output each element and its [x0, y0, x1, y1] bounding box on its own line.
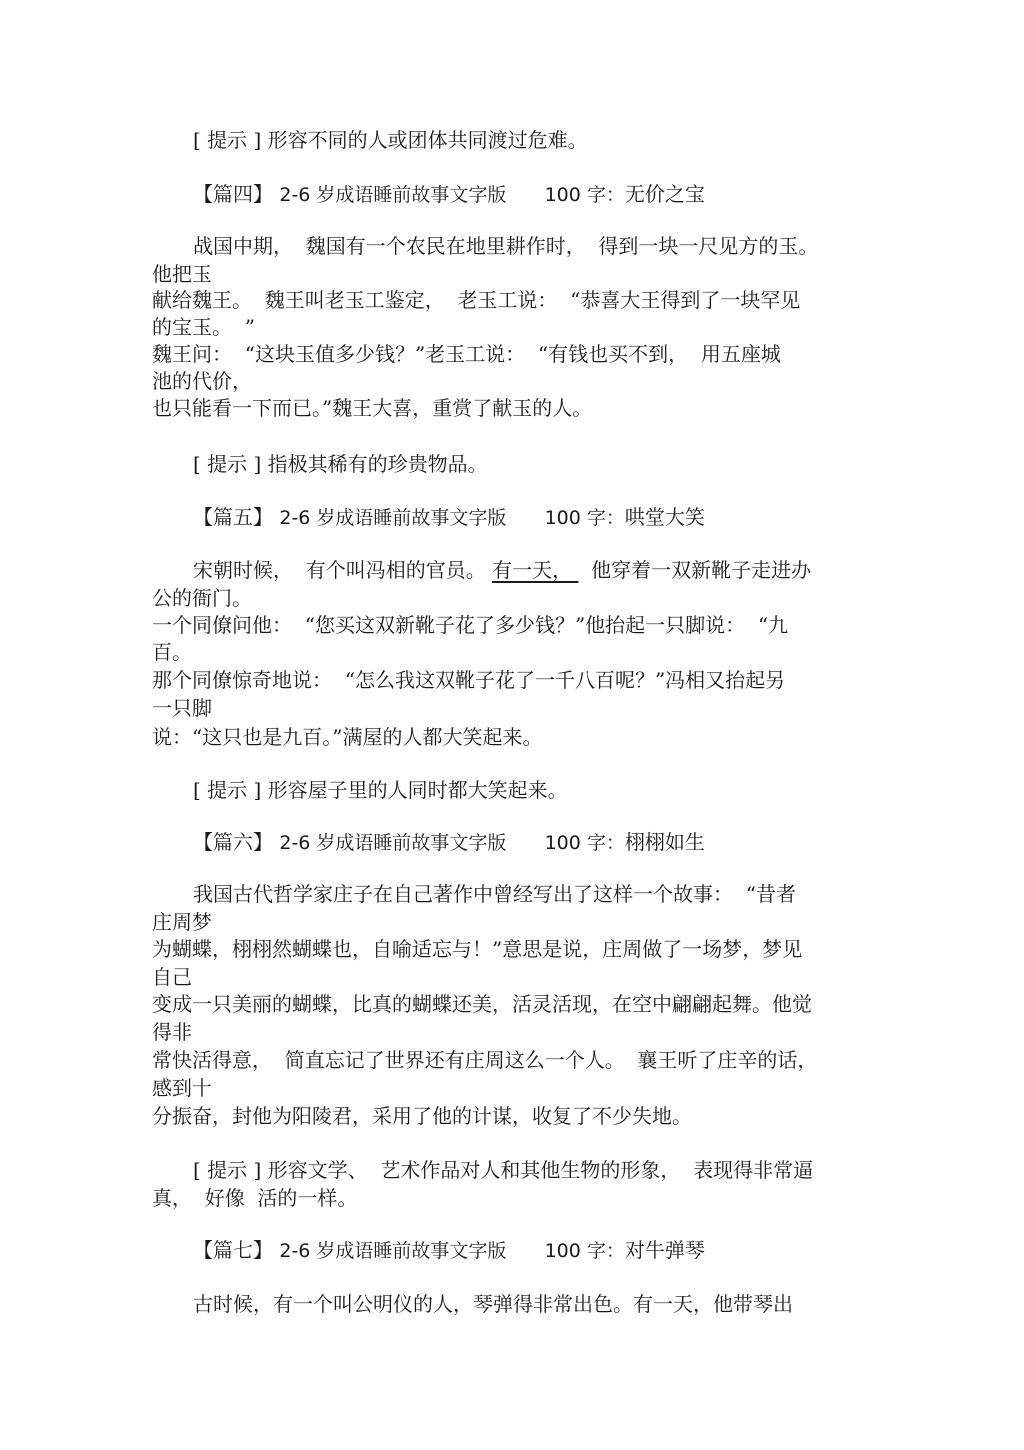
paragraph-line: 常快活得意， 简直忘记了世界还有庄周这么一个人。 襄王听了庄辛的话，	[152, 1048, 818, 1072]
heading-series: 2-6 岁成语睡前故事文字版	[279, 184, 507, 206]
heading-title: 无价之宝	[624, 182, 705, 206]
heading-series: 2-6 岁成语睡前故事文字版	[279, 832, 507, 854]
heading-label: 【篇四】	[193, 182, 273, 206]
paragraph-line: 也只能看一下而已。”魏王大喜，重赏了献玉的人。	[152, 396, 593, 420]
paragraph-line: 魏王问： “这块玉值多少钱？”老玉工说： “有钱也买不到， 用五座城	[152, 342, 781, 366]
heading-title: 栩栩如生	[624, 830, 705, 854]
paragraph-line: 变成一只美丽的蝴蝶，比真的蝴蝶还美，活灵活现，在空中翩翩起舞。他觉	[152, 992, 812, 1016]
heading-label: 【篇七】	[193, 1238, 273, 1262]
hint-line: [ 提示 ] 形容屋子里的人同时都大笑起来。	[193, 778, 568, 802]
paragraph-line: 那个同僚惊奇地说： “怎么我这双靴子花了一千八百呢？”冯相又抬起另	[152, 668, 786, 692]
heading-count: 100 字：	[544, 507, 625, 529]
paragraph-line: 他把玉	[152, 262, 212, 286]
paragraph-line: 战国中期， 魏国有一个农民在地里耕作时， 得到一块一尺见方的玉。	[193, 234, 819, 258]
heading-label: 【篇五】	[193, 505, 273, 529]
heading-count: 100 字：	[544, 832, 625, 854]
paragraph-line: 说：“这只也是九百。”满屋的人都大笑起来。	[152, 725, 543, 749]
hint-line: [ 提示 ] 形容文学、 艺术作品对人和其他生物的形象， 表现得非常逼	[193, 1158, 814, 1182]
heading-series: 2-6 岁成语睡前故事文字版	[279, 507, 507, 529]
paragraph-line: 古时候，有一个叫公明仪的人，琴弹得非常出色。有一天，他带琴出	[193, 1292, 793, 1316]
paragraph-line: 池的代价，	[152, 369, 252, 393]
paragraph-line: 公的衙门。	[152, 586, 252, 610]
paragraph-line: 我国古代哲学家庄子在自己著作中曾经写出了这样一个故事： “昔者	[193, 882, 796, 906]
paragraph-line: 庄周梦	[152, 910, 212, 934]
paragraph-line: 感到十	[152, 1076, 212, 1100]
paragraph-line: 的宝玉。 ”	[152, 315, 255, 339]
heading-label: 【篇六】	[193, 830, 273, 854]
paragraph-line: 百。	[152, 640, 192, 664]
heading-series: 2-6 岁成语睡前故事文字版	[279, 1240, 507, 1262]
heading-title: 哄堂大笑	[624, 505, 705, 529]
paragraph-text: 他穿着一双新靴子走进办	[578, 558, 812, 582]
heading-title: 对牛弹琴	[624, 1238, 705, 1262]
paragraph-line: 自己	[152, 965, 192, 989]
paragraph-line: 一只脚	[152, 696, 212, 720]
underlined-text: 有一天，	[492, 558, 579, 582]
section-heading	[193, 1236, 705, 1265]
heading-count: 100 字：	[544, 1240, 625, 1262]
heading-count: 100 字：	[544, 184, 625, 206]
paragraph-text: 宋朝时候， 有个叫冯相的官员。	[193, 558, 493, 582]
hint-line: [ 提示 ] 指极其稀有的珍贵物品。	[193, 452, 488, 476]
section-heading	[193, 180, 705, 209]
paragraph-line: 分振奋，封他为阳陵君，采用了他的计谋，收复了不少失地。	[152, 1104, 692, 1128]
paragraph-line: 为蝴蝶，栩栩然蝴蝶也，自喻适忘与！”意思是说，庄周做了一场梦，梦见	[152, 937, 803, 961]
hint-line: 真， 好像 活的一样。	[152, 1186, 358, 1210]
paragraph-line	[193, 556, 811, 584]
paragraph-line: 得非	[152, 1020, 192, 1044]
hint-line: [ 提示 ] 形容不同的人或团体共同渡过危难。	[193, 128, 588, 152]
section-heading	[193, 503, 705, 532]
section-heading	[193, 828, 705, 857]
paragraph-line: 一个同僚问他： “您买这双新靴子花了多少钱？”他抬起一只脚说： “九	[152, 613, 789, 637]
paragraph-line: 献给魏王。 魏王叫老玉工鉴定， 老玉工说： “恭喜大王得到了一块罕见	[152, 288, 801, 312]
